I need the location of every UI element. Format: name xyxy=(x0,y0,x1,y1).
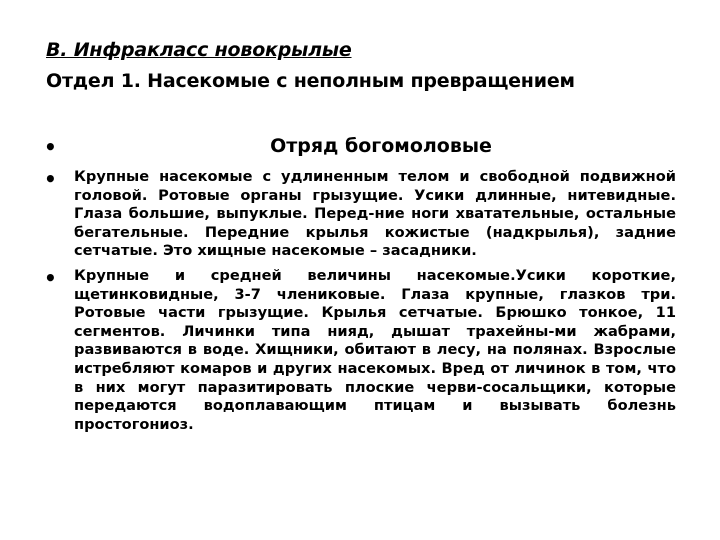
bullet-list xyxy=(44,134,676,440)
order-heading: Отряд богомоловые xyxy=(270,135,492,157)
list-item-heading xyxy=(44,134,676,168)
dragonfly-description: Крупные и средней величины насекомые.Усики короткие, щетинковидные, 3-7 члениковые. Глаза крупные, глазков три. Ротовые части грызущие. Крылья сетчатые. Брюшко тонкое, 11 сегментов. Личинки типа нияд, дышат трахейны-ми жабрами, развиваются в воде. Хищники, обитают в лесу, на полянах. Взрослые истребляют комаров и других насекомых. Вред от личинок в том, что в них могут паразитировать плоские черви-сосальщики, которые передаются водоплавающим птицам и вызывать болезнь простогониоз. xyxy=(74,266,676,433)
subclass-title: В. Инфракласс новокрылые xyxy=(46,39,352,61)
bullet-icon: • xyxy=(44,135,57,159)
mantis-description: Крупные насекомые с удлиненным телом и свободной подвижной головой. Ротовые органы грызущие. Усики длинные, нитевидные. Глаза большие, выпуклые. Перед-ние ноги хватательные, остальные бегательные. Передние крылья кожистые (надкрылья), задние сетчатые. Это хищные насекомые – засадники. xyxy=(74,168,676,260)
list-item xyxy=(44,267,676,434)
division-title: Отдел 1. Насекомые с неполным превращением xyxy=(46,70,575,92)
list-item xyxy=(44,168,676,261)
bullet-icon: • xyxy=(44,167,57,191)
bullet-icon: • xyxy=(44,265,57,290)
